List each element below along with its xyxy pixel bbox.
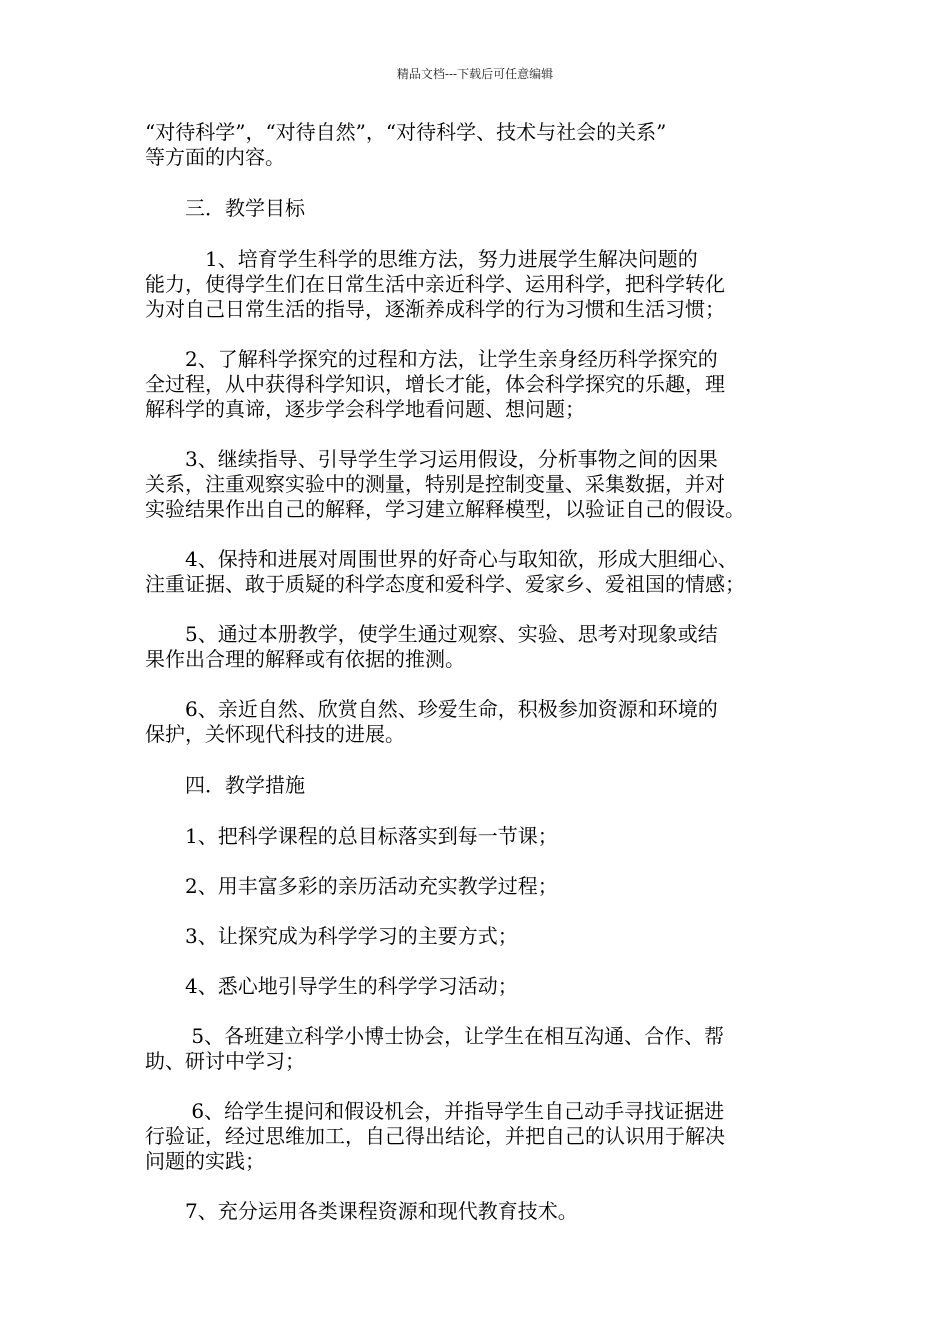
goal-item-1 xyxy=(145,247,815,322)
text-line: 全过程，从中获得科学知识，增长才能，体会科学探究的乐趣，理 xyxy=(145,372,725,396)
measure-item-3 xyxy=(145,924,815,949)
text-line: 能力，使得学生们在日常生活中亲近科学、运用科学，把科学转化 xyxy=(145,272,725,296)
text-line: 1、把科学课程的总目标落实到每一节课； xyxy=(145,824,558,848)
text-line: 保护，关怀现代科技的进展。 xyxy=(145,722,405,746)
text-line: 行验证，经过思维加工，自己得出结论，并把自己的认识用于解决 xyxy=(145,1124,725,1148)
text-line: 4、保持和进展对周围世界的好奇心与取知欲，形成大胆细心、 xyxy=(145,547,738,571)
text-line: 果作出合理的解释或有依据的推测。 xyxy=(145,647,465,671)
measure-item-1 xyxy=(145,824,815,849)
text-line: 助、研讨中学习； xyxy=(145,1049,305,1073)
text-line: 问题的实践； xyxy=(145,1149,265,1173)
text-line: 等方面的内容。 xyxy=(145,145,285,169)
text-line: 3、继续指导、引导学生学习运用假设，分析事物之间的因果 xyxy=(145,447,718,471)
text-line: 5、各班建立科学小博士协会，让学生在相互沟通、合作、帮 xyxy=(145,1024,725,1048)
goal-item-5 xyxy=(145,622,815,672)
measure-item-4 xyxy=(145,974,815,999)
goal-item-2 xyxy=(145,347,815,422)
section-heading-text: 四．教学措施 xyxy=(145,773,305,797)
text-line: 关系，注重观察实验中的测量，特别是控制变量、采集数据，并对 xyxy=(145,472,725,496)
measure-item-2 xyxy=(145,874,815,899)
measure-item-7 xyxy=(145,1199,815,1224)
text-line: 6、给学生提问和假设机会，并指导学生自己动手寻找证据进 xyxy=(145,1099,725,1123)
text-line: 解科学的真谛，逐步学会科学地看问题、想问题； xyxy=(145,397,585,421)
page-header: 精品文档---下载后可任意编辑 xyxy=(396,67,554,81)
text-line: 注重证据、敢于质疑的科学态度和爱科学、爱家乡、爱祖国的情感； xyxy=(145,572,745,596)
section-heading-teaching-goals xyxy=(145,196,815,221)
goal-item-3 xyxy=(145,447,815,522)
section-heading-text: 三．教学目标 xyxy=(145,196,305,220)
measure-item-6 xyxy=(145,1099,815,1174)
paragraph-intro-continued xyxy=(145,120,815,170)
goal-item-4 xyxy=(145,547,815,597)
text-line: “对待科学”，“对待自然”，“对待科学、技术与社会的关系” xyxy=(145,120,667,144)
document-body xyxy=(145,120,815,1224)
text-line: 2、用丰富多彩的亲历活动充实教学过程； xyxy=(145,874,558,898)
section-heading-teaching-measures xyxy=(145,773,815,798)
text-line: 1、培育学生科学的思维方法，努力进展学生解决问题的 xyxy=(145,247,698,271)
goal-item-6 xyxy=(145,697,815,747)
text-line: 5、通过本册教学，使学生通过观察、实验、思考对现象或结 xyxy=(145,622,718,646)
text-line: 7、充分运用各类课程资源和现代教育技术。 xyxy=(145,1199,578,1223)
text-line: 2、了解科学探究的过程和方法，让学生亲身经历科学探究的 xyxy=(145,347,718,371)
text-line: 4、悉心地引导学生的科学学习活动； xyxy=(145,974,518,998)
text-line: 实验结果作出自己的解释，学习建立解释模型，以验证自己的假设。 xyxy=(145,497,745,521)
text-line: 3、让探究成为科学学习的主要方式； xyxy=(145,924,518,948)
text-line: 为对自己日常生活的指导，逐渐养成科学的行为习惯和生活习惯； xyxy=(145,297,725,321)
text-line: 6、亲近自然、欣赏自然、珍爱生命，积极参加资源和环境的 xyxy=(145,697,718,721)
measure-item-5 xyxy=(145,1024,815,1074)
